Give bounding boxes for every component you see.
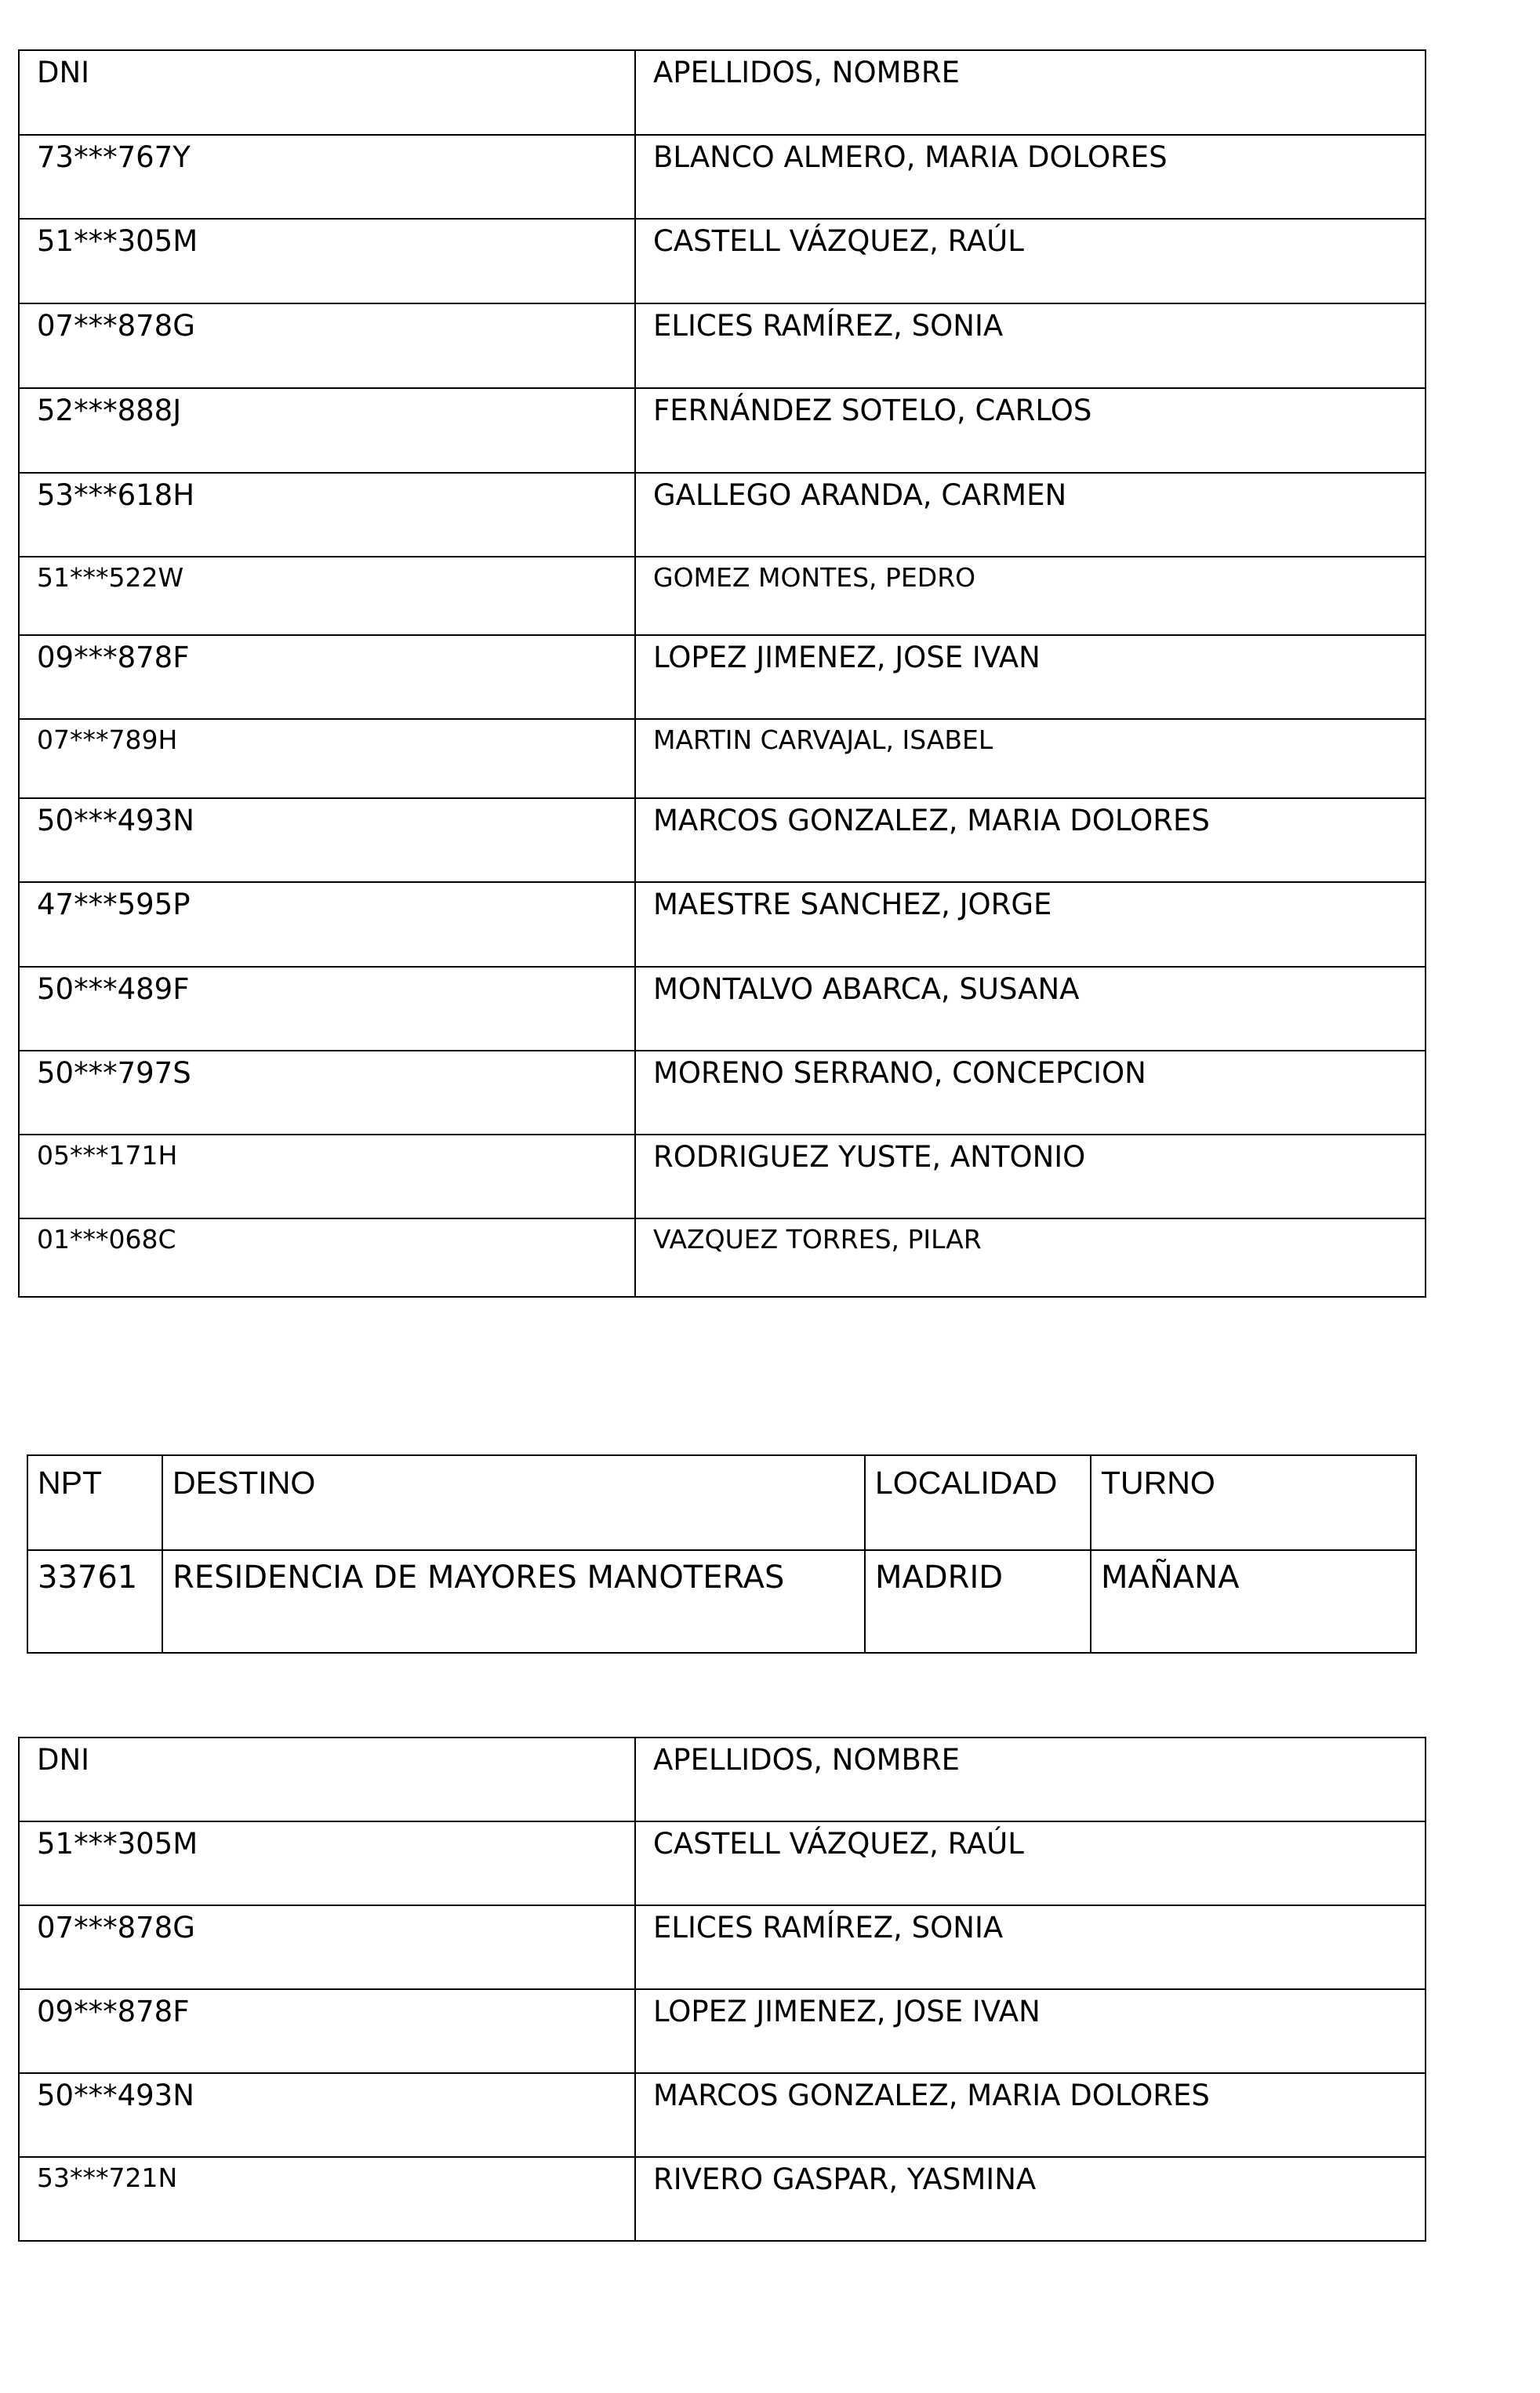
- name-cell: RODRIGUEZ YUSTE, ANTONIO: [635, 1135, 1426, 1218]
- header-name: APELLIDOS, NOMBRE: [635, 1738, 1426, 1821]
- table-row: [19, 1821, 1426, 1905]
- table-row: [19, 719, 1426, 798]
- header-destino: DESTINO: [162, 1455, 865, 1550]
- table-row: [19, 557, 1426, 635]
- table-row: [19, 303, 1426, 388]
- name-cell: GOMEZ MONTES, PEDRO: [635, 557, 1426, 635]
- dni-cell: 51***522W: [19, 557, 635, 635]
- table-row: [19, 635, 1426, 719]
- table-row: [19, 798, 1426, 882]
- localidad-cell: MADRID: [865, 1550, 1091, 1653]
- name-cell: MARCOS GONZALEZ, MARIA DOLORES: [635, 2073, 1426, 2157]
- table-row: [19, 219, 1426, 303]
- table-row: [19, 967, 1426, 1051]
- assigned-staff-table-1: [18, 49, 1426, 1298]
- name-cell: MARCOS GONZALEZ, MARIA DOLORES: [635, 798, 1426, 882]
- name-cell: MORENO SERRANO, CONCEPCION: [635, 1051, 1426, 1135]
- dni-cell: 52***888J: [19, 388, 635, 473]
- dni-cell: 47***595P: [19, 882, 635, 967]
- dni-cell: 09***878F: [19, 635, 635, 719]
- table-row: [27, 1550, 1416, 1653]
- name-cell: LOPEZ JIMENEZ, JOSE IVAN: [635, 1989, 1426, 2073]
- dni-cell: 01***068C: [19, 1218, 635, 1297]
- dni-cell: 09***878F: [19, 1989, 635, 2073]
- dni-cell: 51***305M: [19, 1821, 635, 1905]
- name-cell: CASTELL VÁZQUEZ, RAÚL: [635, 1821, 1426, 1905]
- name-cell: MARTIN CARVAJAL, ISABEL: [635, 719, 1426, 798]
- name-cell: RIVERO GASPAR, YASMINA: [635, 2157, 1426, 2241]
- table-header-row: [19, 1738, 1426, 1821]
- table-row: [19, 882, 1426, 967]
- name-cell: GALLEGO ARANDA, CARMEN: [635, 473, 1426, 557]
- dni-cell: 50***493N: [19, 2073, 635, 2157]
- header-dni: DNI: [19, 1738, 635, 1821]
- dni-cell: 07***878G: [19, 1905, 635, 1989]
- dni-cell: 50***489F: [19, 967, 635, 1051]
- header-localidad: LOCALIDAD: [865, 1455, 1091, 1550]
- table-row: [19, 1135, 1426, 1218]
- header-dni: DNI: [19, 50, 635, 135]
- table-row: [19, 1051, 1426, 1135]
- destination-table: [27, 1454, 1417, 1654]
- name-cell: BLANCO ALMERO, MARIA DOLORES: [635, 135, 1426, 219]
- table-header-row: [27, 1455, 1416, 1550]
- dni-cell: 50***797S: [19, 1051, 635, 1135]
- name-cell: VAZQUEZ TORRES, PILAR: [635, 1218, 1426, 1297]
- name-cell: ELICES RAMÍREZ, SONIA: [635, 1905, 1426, 1989]
- assigned-staff-table-2: [18, 1737, 1426, 2242]
- table-row: [19, 2073, 1426, 2157]
- name-cell: MAESTRE SANCHEZ, JORGE: [635, 882, 1426, 967]
- destino-cell: RESIDENCIA DE MAYORES MANOTERAS: [162, 1550, 865, 1653]
- turno-cell: MAÑANA: [1091, 1550, 1416, 1653]
- table-row: [19, 388, 1426, 473]
- table-row: [19, 1905, 1426, 1989]
- dni-cell: 51***305M: [19, 219, 635, 303]
- name-cell: MONTALVO ABARCA, SUSANA: [635, 967, 1426, 1051]
- table-row: [19, 473, 1426, 557]
- name-cell: CASTELL VÁZQUEZ, RAÚL: [635, 219, 1426, 303]
- dni-cell: 53***618H: [19, 473, 635, 557]
- table-row: [19, 2157, 1426, 2241]
- table-header-row: [19, 50, 1426, 135]
- header-turno: TURNO: [1091, 1455, 1416, 1550]
- table-row: [19, 135, 1426, 219]
- dni-cell: 53***721N: [19, 2157, 635, 2241]
- npt-cell: 33761: [27, 1550, 162, 1653]
- table-row: [19, 1989, 1426, 2073]
- header-name: APELLIDOS, NOMBRE: [635, 50, 1426, 135]
- dni-cell: 05***171H: [19, 1135, 635, 1218]
- header-npt: NPT: [27, 1455, 162, 1550]
- table-row: [19, 1218, 1426, 1297]
- name-cell: FERNÁNDEZ SOTELO, CARLOS: [635, 388, 1426, 473]
- dni-cell: 50***493N: [19, 798, 635, 882]
- dni-cell: 07***789H: [19, 719, 635, 798]
- dni-cell: 73***767Y: [19, 135, 635, 219]
- dni-cell: 07***878G: [19, 303, 635, 388]
- name-cell: ELICES RAMÍREZ, SONIA: [635, 303, 1426, 388]
- name-cell: LOPEZ JIMENEZ, JOSE IVAN: [635, 635, 1426, 719]
